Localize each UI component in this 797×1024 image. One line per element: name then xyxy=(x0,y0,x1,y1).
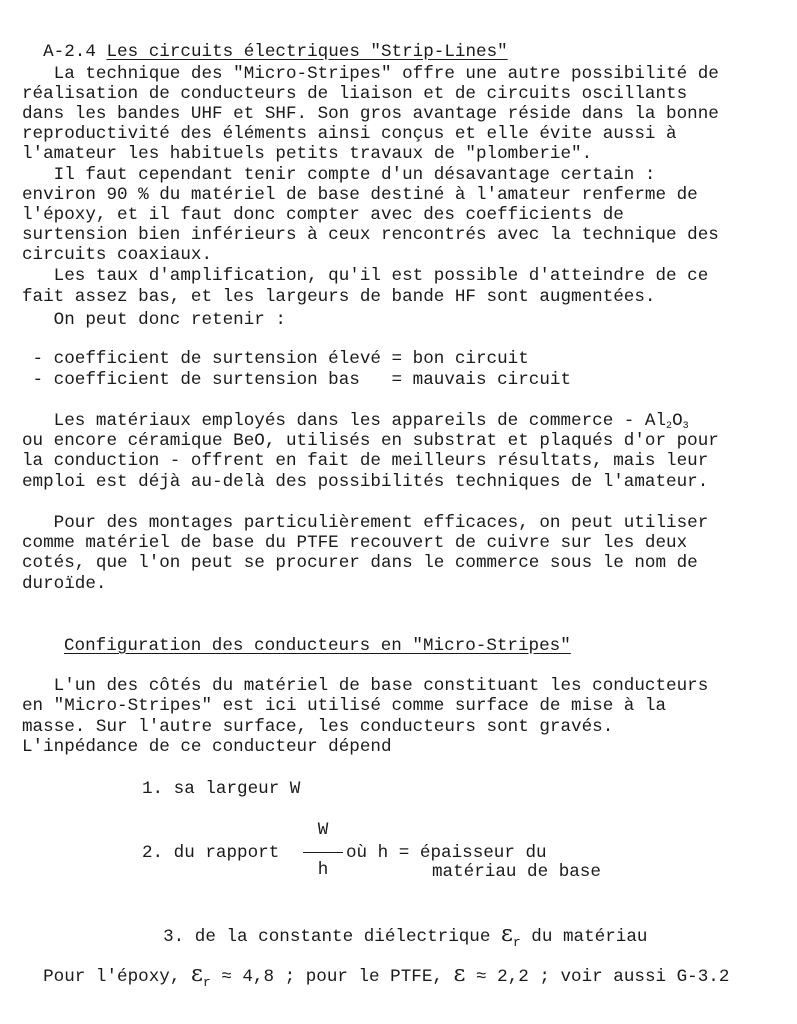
epsilon-symbol: ε xyxy=(501,921,513,947)
formula-subscript: 2 xyxy=(666,421,673,432)
paragraph-line: masse. Sur l'autre surface, les conducteurs sont gravés. xyxy=(22,717,614,737)
paragraph-line: dans les bandes UHF et SHF. Son gros avantage réside dans la bonne xyxy=(22,104,719,124)
bullet-item: - coefficient de surtension bas = mauvais circuit xyxy=(22,370,572,390)
section-title: Les circuits électriques "Strip-Lines" xyxy=(106,42,508,62)
paragraph-line: environ 90 % du matériel de base destiné à l'amateur renferme de xyxy=(22,185,698,205)
paragraph-line: ou encore céramique BeO, utilisés en substrat et plaqués d'or pour xyxy=(22,431,719,451)
list-item-3: 3. de la constante diélectrique $\varepsilon_r$ du matériau xyxy=(163,921,648,950)
epsilon-subscript: r xyxy=(202,975,211,990)
paragraph-line: circuits coaxiaux. xyxy=(22,245,213,265)
paragraph-line: L'inpédance de ce conducteur dépend xyxy=(22,737,392,757)
paragraph-line: fait assez bas, et les largeurs de bande HF sont augmentées. xyxy=(22,287,656,307)
fraction-denominator: h xyxy=(317,860,329,880)
list-item-1: 1. sa largeur W xyxy=(142,779,301,799)
paragraph-line: comme matériel de base du PTFE recouvert de cuivre sur les deux xyxy=(22,533,688,553)
paragraph-line: reproductivité des éléments ainsi conçus et elle évite aussi à xyxy=(22,124,677,144)
section-number: A-2.4 xyxy=(43,42,96,62)
formula-subscript: 3 xyxy=(682,421,689,432)
paragraph-line: emploi est déjà au-delà des possibilités techniques de l'amateur. xyxy=(22,472,709,492)
paragraph-line: l'amateur les habituels petits travaux de "plomberie". xyxy=(22,144,593,164)
final-line: Pour l'époxy, $\varepsilon_r \approx 4,8$ ; pour le PTFE, ε ≈ 2,2 ; voir aussi G-3.2 xyxy=(43,961,730,990)
list-item-2-continuation: matériau de base xyxy=(432,862,601,882)
paragraph-line: la conduction - offrent en fait de meilleurs résultats, mais leur xyxy=(22,451,709,471)
paragraph-line: réalisation de conducteurs de liaison et de circuits oscillants xyxy=(22,84,688,104)
paragraph-line: Les matériaux employés dans les appareils de commerce - Al2O3 xyxy=(22,411,689,432)
paragraph-line: La technique des "Micro-Stripes" offre une autre possibilité de xyxy=(22,64,719,84)
paragraph-line: On peut donc retenir : xyxy=(22,310,286,330)
paragraph-line: duroïde. xyxy=(22,574,107,594)
paragraph-line: en "Micro-Stripes" est ici utilisé comme surface de mise à la xyxy=(22,696,667,716)
paragraph-line: Pour des montages particulièrement efficaces, on peut utiliser xyxy=(22,513,709,533)
list-item-2-suffix: où h = épaisseur du xyxy=(346,843,547,863)
fraction-numerator: W xyxy=(317,820,329,840)
subsection-title: Configuration des conducteurs en "Micro-Stripes" xyxy=(64,636,571,656)
list-item-2: 2. du rapport xyxy=(142,843,280,863)
fraction-bar xyxy=(303,852,343,853)
paragraph-line: Les taux d'amplification, qu'il est possible d'atteindre de ce xyxy=(22,266,709,286)
bullet-item: - coefficient de surtension élevé = bon circuit xyxy=(22,349,529,369)
paragraph-line: L'un des côtés du matériel de base constituant les conducteurs xyxy=(22,676,709,696)
formula-oxygen: O xyxy=(672,411,683,431)
section-heading xyxy=(22,22,508,62)
epsilon-subscript: r xyxy=(512,935,521,950)
paragraph-line: Il faut cependant tenir compte d'un désavantage certain : xyxy=(22,165,656,185)
epsilon-symbol: ε xyxy=(190,961,203,987)
paragraph-line: surtension bien inférieurs à ceux rencontrés avec la technique des xyxy=(22,225,719,245)
epsilon-symbol: ε xyxy=(453,961,466,987)
paragraph-line: cotés, que l'on peut se procurer dans le commerce sous le nom de xyxy=(22,553,698,573)
paragraph-line: l'époxy, et il faut donc compter avec des coefficients de xyxy=(22,205,624,225)
